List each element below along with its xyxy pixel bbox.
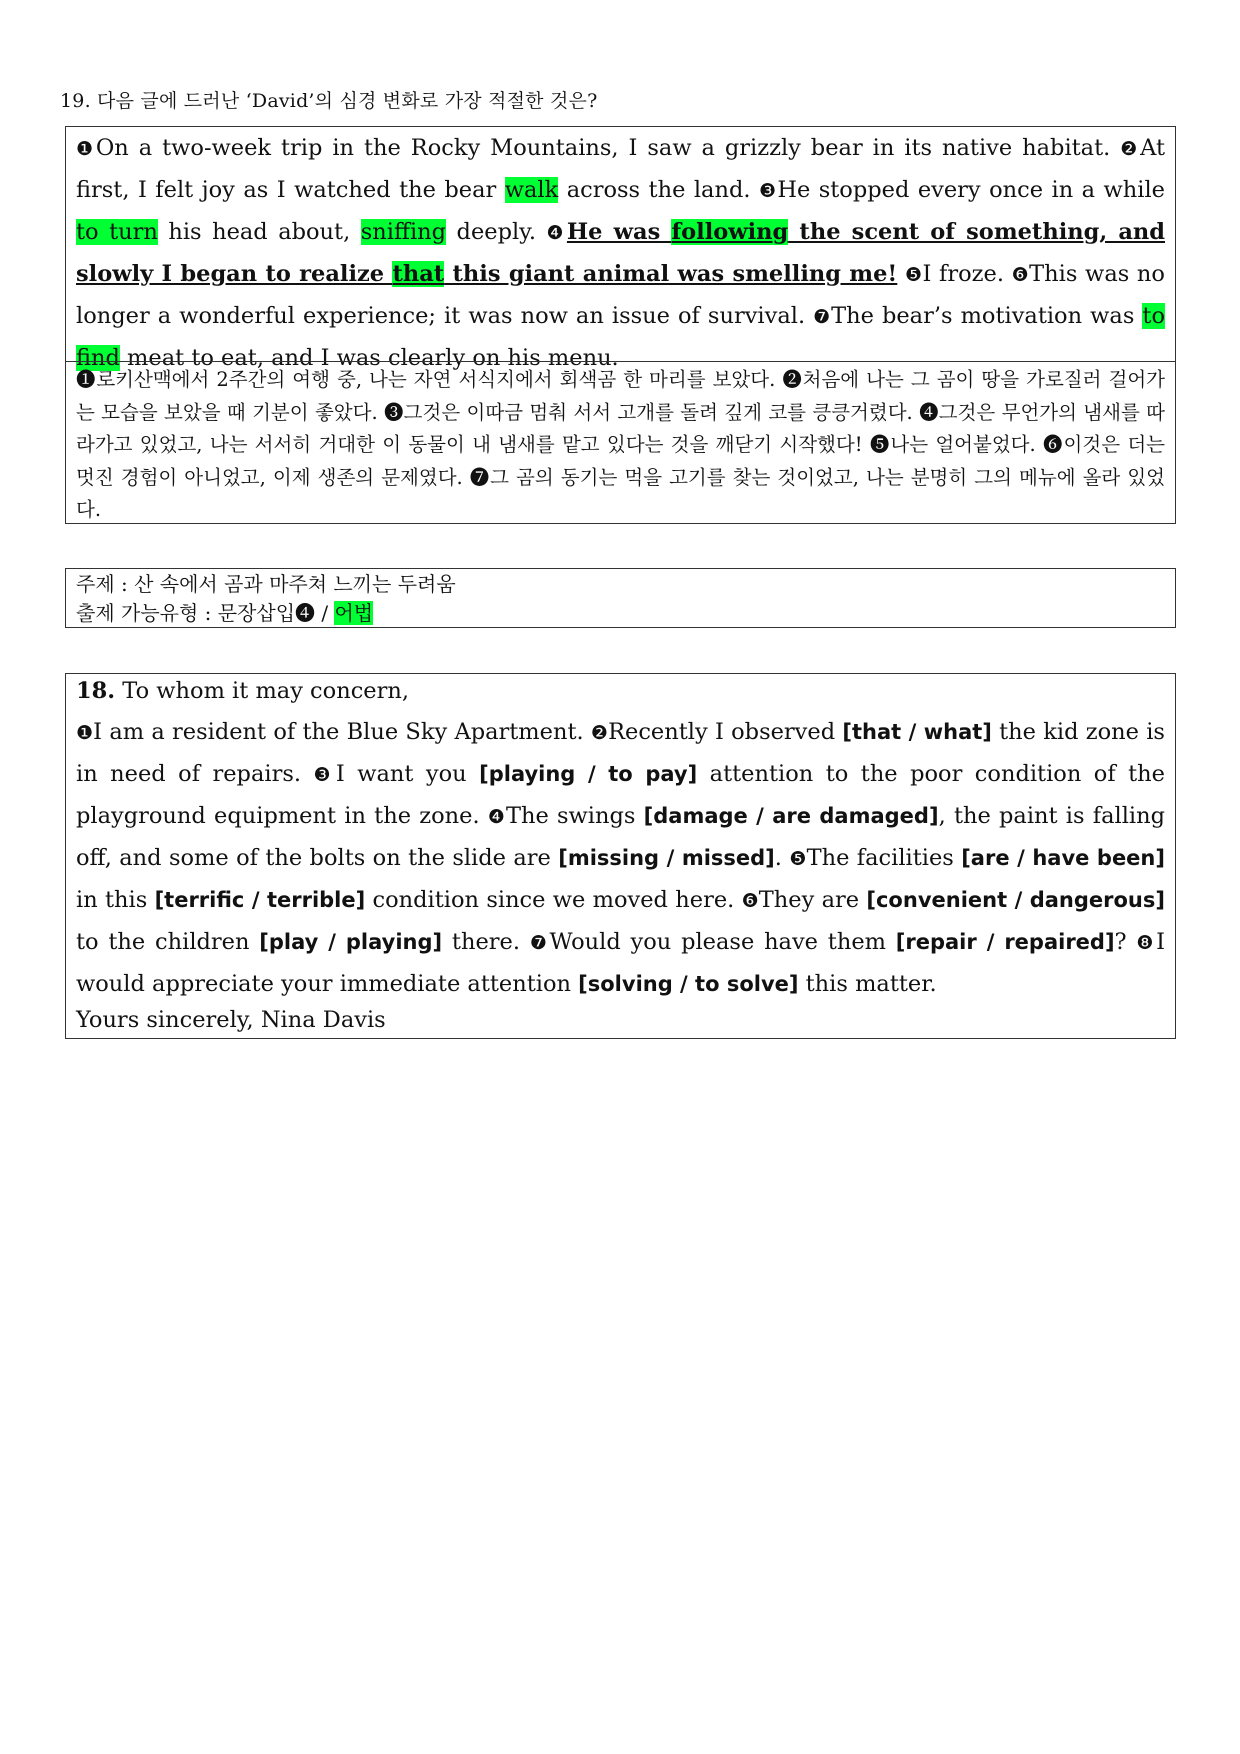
passage-18-closing: Yours sincerely, Nina Davis: [76, 1007, 386, 1033]
text-run: deeply.: [446, 219, 547, 245]
sentence-number: ❺: [789, 848, 807, 870]
sentence-number: ❼: [813, 306, 832, 328]
text-run: He was: [566, 219, 672, 245]
text-run: this giant animal was smelling me!: [444, 261, 898, 287]
passage-19-text: [66, 127, 1175, 379]
text-run: On a two-week trip in the Rocky Mountains, I saw a grizzly bear in its native habitat.: [95, 135, 1121, 161]
question-types-prefix: 출제 가능유형 : 문장삽입❹ /: [76, 601, 335, 625]
sentence-number: ❶: [76, 138, 96, 160]
translation-19-text: ❶로키산맥에서 2주간의 여행 중, 나는 자연 서식지에서 회색곰 한 마리를 보았다. ❷처음에 나는 그 곰이 땅을 가로질러 걸어가는 모습을 보았을 때 기분이 좋았다. ❸그것은 이따금 멈춰 서서 고개를 돌려 깊게 코를 킁킁거렸다. ❹그것은 무언가의 냄새를 따라가고 있었고, 나는 서서히 거대한 이 동물이 내 냄새를 맡고 있다는 것을 깨닫기 시작했다! ❺나는 얼어붙었다. ❻이것은 더는 멋진 경험이 아니었고, 이제 생존의 문제였다. ❼그 곰의 동기는 먹을 고기를 찾는 것이었고, 나는 분명히 그의 메뉴에 올라 있었다.: [76, 368, 1165, 521]
grammar-choice: [terrific / terrible]: [154, 888, 366, 912]
grammar-choice: [are / have been]: [961, 846, 1165, 870]
highlighted-word: following: [671, 219, 789, 245]
sentence-number: ❺: [904, 264, 923, 286]
sentence-number: ❸: [758, 180, 778, 202]
text-run: to the children: [76, 929, 260, 955]
topic-line: 주제 : 산 속에서 곰과 마주쳐 느끼는 두려움: [76, 572, 456, 596]
text-run: I froze.: [922, 261, 1012, 287]
text-run: his head about,: [157, 219, 361, 245]
text-run: He stopped every once in a while: [777, 177, 1165, 203]
text-run: in this: [76, 887, 155, 913]
text-run: Would you please have them: [549, 929, 896, 955]
sentence-number: ❶: [76, 722, 94, 744]
text-run: .: [774, 845, 790, 871]
text-run: I would appreciate your immediate attention: [76, 929, 1165, 997]
text-run: The bear’s motivation was: [831, 303, 1143, 329]
text-run: , the paint is falling off, and some of the bolts on the slide are: [76, 803, 1165, 871]
sentence-number: ❹: [546, 222, 567, 244]
text-run: there.: [442, 929, 530, 955]
grammar-choice: [repair / repaired]: [895, 930, 1115, 954]
grammar-choice: [missing / missed]: [558, 846, 775, 870]
text-run: The facilities: [806, 845, 962, 871]
text-run: They are: [758, 887, 867, 913]
text-run: This was no longer a wonderful experience; it was now an issue of survival.: [76, 261, 1165, 329]
question-types-line: [76, 599, 1165, 628]
text-run: ?: [1114, 929, 1137, 955]
grammar-choice: [convenient / dangerous]: [866, 888, 1165, 912]
sentence-number: ❻: [741, 890, 759, 912]
text-run: the scent of something, and slowly I began to realize: [76, 219, 1166, 287]
highlighted-word: that: [392, 261, 445, 287]
text-run: I am a resident of the Blue Sky Apartment.: [93, 719, 591, 745]
text-run: condition since we moved here.: [365, 887, 742, 913]
topic-19-box: [65, 568, 1176, 628]
question-types-highlight: 어법: [334, 601, 374, 625]
passage-19-box: [65, 126, 1176, 371]
text-run: The swings: [505, 803, 644, 829]
greeting-text: To whom it may concern,: [115, 678, 410, 704]
highlighted-word: to turn: [76, 219, 158, 245]
grammar-choice: [play / playing]: [259, 930, 443, 954]
sentence-number: ❼: [529, 932, 550, 954]
passage-18-body: [76, 712, 1165, 1005]
grammar-choice: [solving / to solve]: [578, 972, 799, 996]
highlighted-word: to find: [76, 303, 1165, 371]
sentence-number: ❹: [487, 806, 506, 828]
sentence-number: ❽: [1136, 932, 1157, 954]
sentence-number: ❷: [590, 722, 609, 744]
question-19-title: 19. 다음 글에 드러난 ‘David’의 심경 변화로 가장 적절한 것은?: [60, 90, 598, 112]
sentence-number: ❷: [1120, 138, 1141, 160]
highlighted-word: sniffing: [360, 219, 447, 245]
highlighted-word: walk: [504, 177, 559, 203]
text-run: At first, I felt joy as I watched the bear: [76, 135, 1165, 203]
passage-18-greeting: [76, 674, 1165, 706]
text-run: Recently I observed: [608, 719, 843, 745]
sentence-number: ❻: [1011, 264, 1030, 286]
grammar-choice: [damage / are damaged]: [643, 804, 939, 828]
text-run: across the land.: [558, 177, 759, 203]
grammar-choice: [that / what]: [842, 720, 992, 744]
text-run: the kid zone is in need of repairs.: [76, 719, 1165, 787]
text-run: I want you: [335, 761, 480, 787]
text-run: this matter.: [798, 971, 937, 997]
translation-19-box: [65, 361, 1176, 524]
question-18-number: 18.: [76, 678, 116, 704]
passage-18-box: [65, 673, 1176, 1039]
sentence-number: ❸: [313, 764, 336, 786]
grammar-choice: [playing / to pay]: [479, 762, 698, 786]
text-run: meat to eat, and I was clearly on his menu.: [119, 345, 619, 371]
text-run: [897, 261, 905, 287]
text-run: attention to the poor condition of the playground equipment in the zone.: [76, 761, 1165, 829]
